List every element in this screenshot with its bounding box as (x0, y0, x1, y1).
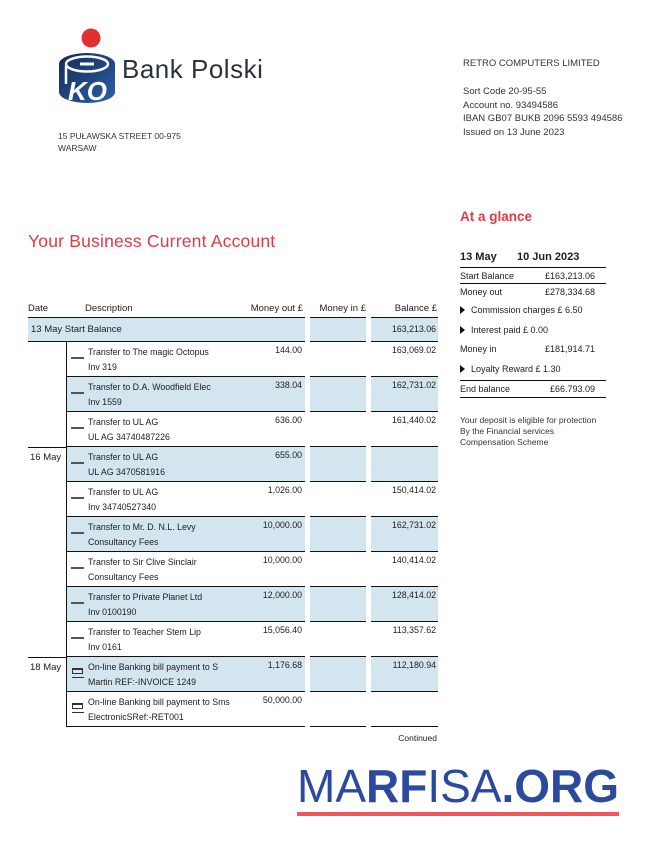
transaction-row (28, 552, 438, 587)
description-line2: Martin REF:-INVOICE 1249 (88, 676, 197, 687)
money-in-amount (310, 552, 366, 587)
transaction-description (88, 587, 239, 621)
transaction-description-cell (66, 587, 305, 622)
marfisa-watermark (297, 762, 619, 816)
protection-line3: Compensation Scheme (460, 437, 549, 447)
transaction-description (88, 482, 239, 516)
start-balance-money-in-cell (310, 318, 366, 342)
transactions-table (28, 301, 438, 743)
transaction-date (28, 482, 66, 517)
account-number: Account no. 93494586 (463, 99, 559, 111)
interest-paid-item (460, 325, 606, 335)
description-line1: On-line Banking bill payment to S (88, 661, 219, 672)
money-in-amount (310, 412, 366, 447)
transaction-description-cell (66, 482, 305, 517)
balance-amount: 161,440.02 (371, 412, 438, 447)
transaction-date (28, 587, 66, 622)
transaction-description (88, 622, 239, 656)
description-line2: Consultancy Fees (88, 571, 159, 582)
money-out-amount: 15,056.40 (262, 625, 302, 635)
transaction-description (88, 377, 239, 411)
transaction-date: 18 May (28, 657, 66, 692)
transfer-icon (71, 567, 84, 569)
description-line2: ElectronicSRef:-RET001 (88, 711, 184, 722)
money-in-amount (310, 657, 366, 692)
transaction-description (88, 517, 239, 551)
at-a-glance-panel (460, 209, 606, 448)
description-line1: Transfer to UL AG (88, 451, 159, 462)
transaction-icon-column (67, 552, 88, 586)
balance-amount: 113,357.62 (371, 622, 438, 657)
glance-money-in-row (460, 341, 606, 356)
transaction-rows (28, 342, 438, 727)
money-in-amount (310, 342, 366, 377)
online-banking-icon (72, 703, 83, 709)
transaction-row (28, 412, 438, 447)
transaction-description-cell (66, 342, 305, 377)
online-banking-icon (72, 668, 83, 674)
money-in-amount (310, 692, 366, 727)
commission-charges-text: Commission charges £ 6.50 (471, 305, 583, 315)
statement-period (460, 251, 606, 268)
balance-amount (371, 692, 438, 727)
transfer-icon (71, 497, 84, 499)
money-out-amount: 10,000.00 (262, 520, 302, 530)
watermark-seg1: MA (297, 760, 366, 812)
glance-end-balance-row (460, 381, 606, 398)
watermark-seg2: RF (366, 760, 428, 812)
money-out-value: £278,334.68 (544, 287, 595, 297)
bullet-triangle-icon (460, 365, 465, 373)
loyalty-reward-text: Loyalty Reward £ 1.30 (471, 364, 561, 374)
transaction-row (28, 342, 438, 377)
transaction-date (28, 377, 66, 412)
transaction-icon-column (67, 342, 88, 376)
header-money-in: Money in £ (310, 303, 366, 318)
transaction-description (88, 692, 239, 726)
period-end: 10 Jun 2023 (517, 251, 580, 263)
protection-line1: Your deposit is eligible for protection (460, 415, 597, 425)
bank-address (58, 130, 181, 154)
balance-amount: 140,414.02 (371, 552, 438, 587)
description-line2: Consultancy Fees (88, 536, 159, 547)
transaction-date (28, 517, 66, 552)
money-out-amount: 338.04 (275, 380, 302, 390)
description-line2: Inv 1559 (88, 396, 122, 407)
bank-name: Bank Polski (122, 54, 264, 84)
description-line2: UL AG 3470581916 (88, 466, 165, 477)
header-description: Description (85, 303, 133, 314)
transaction-description-cell (66, 657, 305, 692)
money-in-label: Money in (460, 344, 497, 354)
transfer-icon (71, 427, 84, 429)
transaction-description-cell (66, 412, 305, 447)
description-line2: Inv 319 (88, 361, 117, 372)
transaction-date (28, 552, 66, 587)
money-out-amount: 655.00 (275, 450, 302, 460)
continued-label: Continued (398, 733, 437, 743)
header-main (66, 303, 305, 318)
description-line1: Transfer to UL AG (88, 486, 159, 497)
protection-line2: By the Financial services (460, 426, 555, 436)
money-in-amount (310, 622, 366, 657)
loyalty-reward-item (460, 364, 606, 381)
balance-amount: 162,731.02 (371, 517, 438, 552)
money-in-amount (310, 517, 366, 552)
transaction-description (88, 412, 239, 446)
transfer-icon (71, 637, 84, 639)
transaction-icon-column (67, 412, 88, 446)
description-line1: Transfer to The magic Octopus (88, 346, 209, 357)
bullet-triangle-icon (460, 326, 465, 334)
transaction-description-cell (66, 447, 305, 482)
watermark-seg3: ISA (427, 760, 502, 812)
balance-amount: 150,414.02 (371, 482, 438, 517)
transaction-description-cell (66, 377, 305, 412)
sort-code: Sort Code 20-95-55 (463, 86, 547, 97)
transaction-description (88, 552, 239, 586)
description-line1: On-line Banking bill payment to Sms (88, 696, 230, 707)
transaction-description-cell (66, 692, 305, 727)
transaction-icon-column (67, 482, 88, 516)
transaction-icon-column (67, 692, 88, 726)
transaction-date (28, 412, 66, 447)
glance-money-out-row (460, 284, 606, 299)
money-out-label: Money out (460, 287, 503, 297)
description-line1: Transfer to D.A. Woodfield Elec (88, 381, 211, 392)
transaction-icon-column (67, 587, 88, 621)
start-balance-value: £163,213.06 (544, 271, 595, 281)
money-out-amount: 12,000.00 (262, 590, 302, 600)
pko-bank-logo-icon (52, 26, 122, 114)
svg-text:KO: KO (68, 76, 107, 106)
transaction-row (28, 377, 438, 412)
end-balance-value: £66.793.09 (549, 384, 595, 394)
watermark-seg4: .ORG (501, 760, 620, 812)
logo-red-dot (82, 29, 101, 48)
money-out-amount: 1,026.00 (267, 485, 302, 495)
balance-amount: 112,180.94 (371, 657, 438, 692)
transfer-icon (71, 462, 84, 464)
customer-name: RETRO COMPUTERS LIMITED (463, 58, 600, 69)
page-title: Your Business Current Account (28, 231, 276, 251)
transaction-row (28, 517, 438, 552)
money-out-amount: 50,000.00 (262, 695, 302, 705)
header-date: Date (28, 303, 66, 318)
transaction-row (28, 447, 438, 482)
transaction-date (28, 692, 66, 727)
period-start: 13 May (460, 251, 497, 263)
transaction-description-cell (66, 622, 305, 657)
money-out-amount: 1,176.68 (267, 660, 302, 670)
transaction-icon-column (67, 447, 88, 481)
transaction-icon-column (67, 622, 88, 656)
end-balance-label: End balance (460, 384, 511, 394)
transaction-icon-column (67, 657, 88, 691)
transaction-date (28, 622, 66, 657)
transfer-icon (71, 602, 84, 604)
balance-amount (371, 447, 438, 482)
transaction-description (88, 447, 239, 481)
transaction-date: 16 May (28, 447, 66, 482)
transaction-row (28, 692, 438, 727)
start-balance-text: 13 May Start Balance (28, 318, 305, 342)
commission-charges-item (460, 305, 606, 315)
deposit-protection-note (460, 415, 606, 448)
money-in-value: £181,914.71 (544, 344, 595, 354)
description-line1: Transfer to Private Planet Ltd (88, 591, 203, 602)
money-out-amount: 10,000.00 (262, 555, 302, 565)
transaction-row (28, 657, 438, 692)
money-out-amount: 636.00 (275, 415, 302, 425)
account-info-block (463, 58, 623, 139)
issued-date: Issued on 13 June 2023 (463, 126, 565, 138)
money-in-amount (310, 482, 366, 517)
transaction-date (28, 342, 66, 377)
transaction-row (28, 482, 438, 517)
transfer-icon (71, 357, 84, 359)
transfer-icon (71, 392, 84, 394)
balance-amount: 128,414.02 (371, 587, 438, 622)
start-balance-amount: 163,213.06 (371, 318, 438, 342)
money-out-amount: 144.00 (275, 345, 302, 355)
start-balance-label: Start Balance (460, 271, 515, 281)
start-balance-row (28, 318, 438, 342)
description-line2: Inv 34740527340 (88, 501, 156, 512)
at-a-glance-title: At a glance (460, 209, 533, 224)
transaction-description (88, 342, 239, 376)
iban: IBAN GB07 BUKB 2096 5593 494586 (463, 113, 623, 124)
money-in-amount (310, 587, 366, 622)
transaction-icon-column (67, 517, 88, 551)
header-balance: Balance £ (371, 303, 438, 318)
bullet-triangle-icon (460, 306, 465, 314)
description-line2: Inv 0100190 (88, 606, 137, 617)
money-in-amount (310, 377, 366, 412)
transfer-icon (71, 532, 84, 534)
description-line1: Transfer to Teacher Stem Lip (88, 626, 201, 637)
table-header-row (28, 301, 438, 318)
transaction-description-cell (66, 517, 305, 552)
header-money-out: Money out £ (250, 303, 303, 314)
transaction-description (88, 657, 239, 691)
description-line1: Transfer to UL AG (88, 416, 159, 427)
transaction-description-cell (66, 552, 305, 587)
watermark-text (297, 762, 619, 810)
description-line2: Inv 0161 (88, 641, 122, 652)
money-in-amount (310, 447, 366, 482)
watermark-underline (297, 812, 619, 816)
balance-amount: 162,731.02 (371, 377, 438, 412)
glance-start-balance-row (460, 268, 606, 284)
bank-address-line1: 15 PUŁAWSKA STREET 00-975 (58, 131, 181, 141)
balance-amount: 163,069.02 (371, 342, 438, 377)
description-line1: Transfer to Sir Clive Sinclair (88, 556, 197, 567)
transaction-row (28, 587, 438, 622)
bank-address-line2: WARSAW (58, 143, 97, 153)
interest-paid-text: Interest paid £ 0.00 (471, 325, 549, 335)
transaction-row (28, 622, 438, 657)
description-line1: Transfer to Mr. D. N.L. Levy (88, 521, 196, 532)
transaction-icon-column (67, 377, 88, 411)
description-line2: UL AG 34740487226 (88, 431, 170, 442)
